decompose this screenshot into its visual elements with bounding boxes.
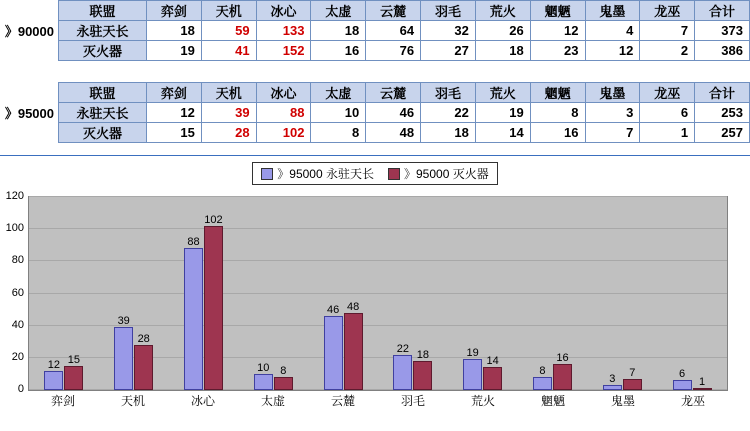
col-header-wangliang: 魍魉 <box>530 1 585 21</box>
table-row <box>59 123 750 143</box>
col-header-total: 合计 <box>695 1 750 21</box>
cell-value: 12 <box>585 41 640 61</box>
table-header-row <box>59 1 750 21</box>
bar <box>44 358 63 390</box>
bar-group <box>657 197 727 390</box>
bar <box>603 373 622 390</box>
bar-value-label: 1 <box>699 376 706 388</box>
col-header-yijian: 弈剑 <box>147 83 202 103</box>
x-axis-label: 云麓 <box>330 394 355 408</box>
cell-value: 64 <box>366 21 421 41</box>
col-header-bingxin: 冰心 <box>256 83 311 103</box>
bar-value-label: 46 <box>326 304 340 317</box>
table-header-row <box>59 83 750 103</box>
cell-value: 19 <box>147 41 202 61</box>
bar <box>134 332 153 390</box>
col-header-huanghuo: 荒火 <box>475 83 530 103</box>
bar-value-label: 18 <box>416 349 429 362</box>
table-90000 <box>58 0 750 61</box>
cell-value: 18 <box>147 21 202 41</box>
cell-value: 26 <box>475 21 530 41</box>
chart-legend <box>0 162 750 185</box>
legend-swatch-icon <box>261 168 273 180</box>
bar-value-label: 8 <box>280 365 287 378</box>
cell-value: 2 <box>640 41 695 61</box>
bar <box>324 304 343 390</box>
cell-value: 7 <box>640 21 695 41</box>
col-header-yumao: 羽毛 <box>421 83 476 103</box>
y-tick-label: 120 <box>5 190 24 202</box>
col-header-yunlu: 云麓 <box>366 1 421 21</box>
row-name: 永驻天长 <box>59 21 147 41</box>
y-tick-label: 40 <box>11 318 24 331</box>
bar-value-label: 16 <box>556 352 569 365</box>
x-axis-label: 弈剑 <box>50 394 75 408</box>
cell-value: 32 <box>421 21 476 41</box>
col-header-yijian: 弈剑 <box>147 1 202 21</box>
bar-group <box>238 197 308 390</box>
x-axis-label: 太虚 <box>260 394 285 408</box>
bar-value-label: 48 <box>346 300 360 313</box>
cell-value: 27 <box>421 41 476 61</box>
table-95000-row-label: 》95000 <box>0 82 58 143</box>
cell-value: 76 <box>366 41 421 61</box>
table-row <box>59 103 750 123</box>
bar <box>254 361 273 390</box>
cell-value: 28 <box>201 123 256 143</box>
cell-value: 152 <box>256 41 311 61</box>
legend-item-series-0 <box>261 165 374 182</box>
bar-value-label: 88 <box>187 236 200 249</box>
cell-value: 12 <box>147 103 202 123</box>
x-axis-label: 羽毛 <box>400 394 425 408</box>
col-header-taixu: 太虚 <box>311 83 366 103</box>
cell-value: 6 <box>640 103 695 123</box>
y-tick-label: 80 <box>11 254 24 267</box>
y-tick-label: 0 <box>17 383 24 395</box>
bar-group-container <box>29 197 727 390</box>
cell-value: 16 <box>311 41 366 61</box>
bar-value-label: 10 <box>257 361 270 374</box>
cell-value: 8 <box>530 103 585 123</box>
cell-value: 102 <box>256 123 311 143</box>
bar <box>64 353 83 390</box>
bar-value-label: 8 <box>539 365 546 378</box>
x-axis-label: 魍魉 <box>540 394 565 408</box>
bar <box>393 342 412 390</box>
legend-box <box>252 162 497 185</box>
bar-value-label: 39 <box>117 315 130 328</box>
col-header-alliance: 联盟 <box>59 1 147 21</box>
bar <box>184 236 203 390</box>
cell-value: 1 <box>640 123 695 143</box>
col-header-bingxin: 冰心 <box>256 1 311 21</box>
table-row <box>59 41 750 61</box>
col-header-total: 合计 <box>695 83 750 103</box>
cell-value: 46 <box>366 103 421 123</box>
col-header-taixu: 太虚 <box>311 1 366 21</box>
table-90000-row-label: 》90000 <box>0 0 58 61</box>
cell-total: 373 <box>695 21 750 41</box>
table-row <box>59 21 750 41</box>
x-axis-label: 荒火 <box>470 394 495 408</box>
x-axis-labels <box>28 392 728 409</box>
cell-value: 133 <box>256 21 311 41</box>
cell-value: 18 <box>311 21 366 41</box>
bar-group <box>587 197 657 390</box>
bar <box>533 365 552 390</box>
row-name: 灭火器 <box>59 41 147 61</box>
bar <box>114 315 133 390</box>
cell-value: 14 <box>475 123 530 143</box>
cell-value: 4 <box>585 21 640 41</box>
col-header-guimo: 鬼墨 <box>585 83 640 103</box>
cell-value: 3 <box>585 103 640 123</box>
legend-label: 》95000 灭火器 <box>404 167 489 181</box>
summary-table-95000 <box>0 82 750 143</box>
bar <box>204 213 223 390</box>
y-tick-label: 100 <box>5 222 24 235</box>
bar <box>693 376 712 390</box>
bar <box>673 368 692 390</box>
bar-chart <box>0 155 750 431</box>
plot-area <box>5 190 728 395</box>
bar-group <box>99 197 169 390</box>
bar-value-label: 22 <box>396 342 409 355</box>
bar <box>413 349 432 390</box>
legend-item-series-1 <box>388 165 489 182</box>
bar-value-label: 6 <box>679 368 686 381</box>
cell-total: 386 <box>695 41 750 61</box>
cell-value: 48 <box>366 123 421 143</box>
col-header-alliance: 联盟 <box>59 83 147 103</box>
bar <box>483 355 502 390</box>
cell-value: 8 <box>311 123 366 143</box>
bar-value-label: 14 <box>486 355 499 368</box>
cell-value: 23 <box>530 41 585 61</box>
summary-table-90000 <box>0 0 750 61</box>
row-name: 灭火器 <box>59 123 147 143</box>
bar <box>344 300 363 390</box>
bar-value-label: 28 <box>137 332 150 345</box>
bar-value-label: 102 <box>204 213 223 226</box>
bar-value-label: 7 <box>629 366 636 379</box>
col-header-longwu: 龙巫 <box>640 1 695 21</box>
x-axis-label: 天机 <box>120 394 145 408</box>
cell-value: 22 <box>421 103 476 123</box>
cell-value: 10 <box>311 103 366 123</box>
col-header-yunlu: 云麓 <box>366 83 421 103</box>
legend-label: 》95000 永驻天长 <box>277 167 374 181</box>
cell-value: 59 <box>201 21 256 41</box>
col-header-guimo: 鬼墨 <box>585 1 640 21</box>
table-spacer <box>0 62 750 82</box>
bar-group <box>448 197 518 390</box>
cell-value: 18 <box>421 123 476 143</box>
cell-value: 15 <box>147 123 202 143</box>
cell-total: 257 <box>695 123 750 143</box>
bar <box>553 352 572 390</box>
col-header-yumao: 羽毛 <box>421 1 476 21</box>
x-axis-label: 龙巫 <box>680 394 705 408</box>
table-95000 <box>58 82 750 143</box>
row-name: 永驻天长 <box>59 103 147 123</box>
col-header-huanghuo: 荒火 <box>475 1 530 21</box>
bar-value-label: 15 <box>67 353 81 366</box>
cell-value: 88 <box>256 103 311 123</box>
cell-value: 39 <box>201 103 256 123</box>
bar-value-label: 19 <box>466 347 479 360</box>
col-header-longwu: 龙巫 <box>640 83 695 103</box>
cell-value: 12 <box>530 21 585 41</box>
bar-value-label: 12 <box>47 358 61 371</box>
cell-total: 253 <box>695 103 750 123</box>
cell-value: 41 <box>201 41 256 61</box>
bar-group <box>378 197 448 390</box>
bar <box>463 347 482 390</box>
y-tick-label: 60 <box>11 286 24 299</box>
x-axis-label: 冰心 <box>190 394 215 408</box>
col-header-tianji: 天机 <box>201 83 256 103</box>
bar-value-label: 3 <box>609 373 616 386</box>
x-axis-label: 鬼墨 <box>610 394 635 408</box>
y-tick-label: 20 <box>11 350 24 363</box>
bar-group <box>308 197 378 390</box>
bar-group <box>29 197 99 390</box>
cell-value: 16 <box>530 123 585 143</box>
cell-value: 19 <box>475 103 530 123</box>
cell-value: 18 <box>475 41 530 61</box>
legend-swatch-icon <box>388 168 400 180</box>
bar <box>623 366 642 390</box>
bar <box>274 365 293 390</box>
col-header-tianji: 天机 <box>201 1 256 21</box>
cell-value: 7 <box>585 123 640 143</box>
bar-group <box>169 197 239 390</box>
bar-group <box>518 197 588 390</box>
col-header-wangliang: 魍魉 <box>530 83 585 103</box>
